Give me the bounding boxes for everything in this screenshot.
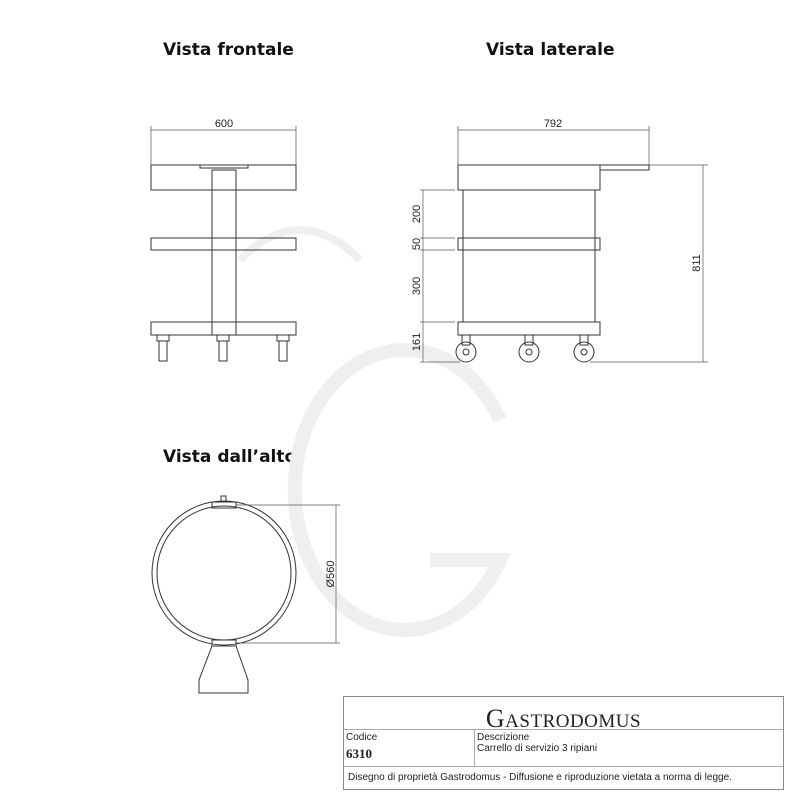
brand-name: ASTRODOMUS: [505, 711, 642, 732]
code-value: 6310: [346, 746, 372, 761]
wheel-icon: [456, 335, 594, 362]
brand-logo: [344, 697, 783, 733]
front-view-title: Vista frontale: [163, 40, 294, 60]
front-width-dimension: 600: [214, 118, 234, 130]
description-value: Carrello di servizio 3 ripiani: [477, 743, 598, 754]
code-cell: [344, 730, 475, 767]
title-block: [343, 696, 784, 790]
description-label: Descrizione: [477, 732, 530, 743]
side-view-title: Vista laterale: [486, 40, 615, 60]
brand-initial: G: [485, 704, 506, 733]
shelf-gap-dimension: 200: [411, 204, 423, 224]
shelf-thickness-dimension: 50: [411, 237, 423, 251]
shelf-gap-dimension: 300: [411, 276, 423, 296]
caster-icon: [157, 335, 289, 361]
copyright-notice: Disegno di proprietà Gastrodomus - Diffusione e riproduzione vietata a norma di legge.: [348, 772, 732, 783]
top-view-title: Vista dall’alto: [163, 447, 297, 467]
code-label: Codice: [346, 732, 378, 743]
diameter-dimension: Ø560: [325, 560, 337, 588]
top-view: [152, 496, 340, 693]
base-height-dimension: 161: [411, 332, 423, 352]
side-height-dimension: 811: [691, 254, 703, 272]
watermark-logo: [240, 230, 500, 630]
side-view: [411, 118, 708, 362]
side-width-dimension: 792: [543, 118, 563, 130]
description-cell: [475, 730, 783, 767]
